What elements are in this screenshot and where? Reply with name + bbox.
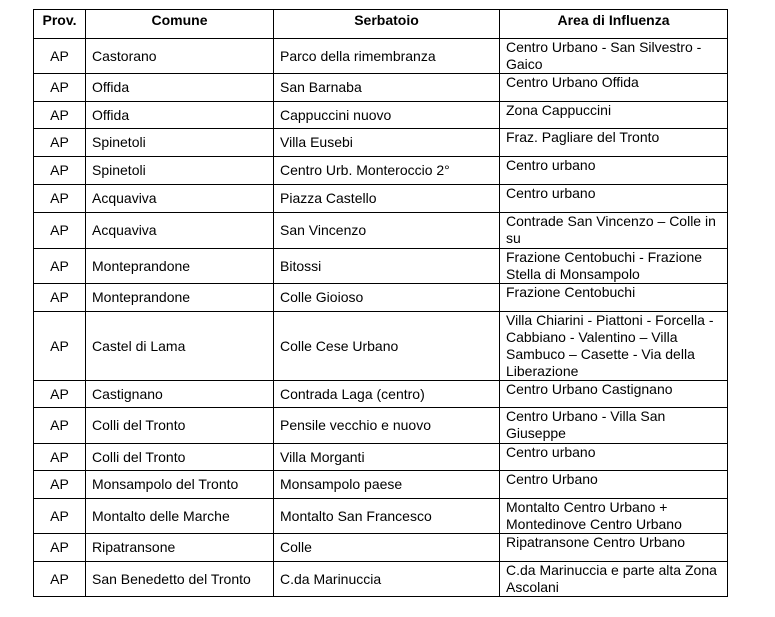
cell-serbatoio: Colle Cese Urbano <box>274 312 500 381</box>
cell-comune: Monsampolo del Tronto <box>86 471 274 499</box>
header-comune: Comune <box>86 10 274 39</box>
cell-serbatoio: Centro Urb. Monteroccio 2° <box>274 157 500 185</box>
cell-comune: Ripatransone <box>86 534 274 562</box>
cell-area: Zona Cappuccini <box>500 102 728 129</box>
cell-area: Centro Urbano Offida <box>500 74 728 102</box>
cell-prov: AP <box>34 129 86 157</box>
cell-serbatoio: C.da Marinuccia <box>274 562 500 597</box>
header-area: Area di Influenza <box>500 10 728 39</box>
table-row <box>34 157 728 185</box>
cell-serbatoio: Montalto San Francesco <box>274 499 500 534</box>
cell-comune: Colli del Tronto <box>86 408 274 444</box>
cell-area: Centro Urbano - Villa San Giuseppe <box>500 408 728 444</box>
cell-area: Centro Urbano <box>500 471 728 499</box>
cell-comune: San Benedetto del Tronto <box>86 562 274 597</box>
cell-serbatoio: Colle <box>274 534 500 562</box>
cell-area: C.da Marinuccia e parte alta Zona Ascolani <box>500 562 728 597</box>
cell-area: Frazione Centobuchi <box>500 284 728 312</box>
cell-serbatoio: Pensile vecchio e nuovo <box>274 408 500 444</box>
cell-prov: AP <box>34 562 86 597</box>
table-row <box>34 213 728 249</box>
cell-prov: AP <box>34 39 86 74</box>
cell-prov: AP <box>34 499 86 534</box>
cell-prov: AP <box>34 185 86 213</box>
table-row <box>34 381 728 408</box>
cell-prov: AP <box>34 312 86 381</box>
cell-prov: AP <box>34 249 86 284</box>
cell-serbatoio: Cappuccini nuovo <box>274 102 500 129</box>
cell-serbatoio: San Vincenzo <box>274 213 500 249</box>
cell-comune: Castignano <box>86 381 274 408</box>
cell-area: Centro Urbano Castignano <box>500 381 728 408</box>
cell-prov: AP <box>34 213 86 249</box>
table-row <box>34 444 728 471</box>
cell-serbatoio: Piazza Castello <box>274 185 500 213</box>
cell-area: Villa Chiarini - Piattoni - Forcella - Cabbiano - Valentino – Villa Sambuco – Casette - Via della Liberazione <box>500 312 728 381</box>
cell-comune: Castel di Lama <box>86 312 274 381</box>
table-row <box>34 129 728 157</box>
header-prov: Prov. <box>34 10 86 39</box>
table-body <box>34 39 728 597</box>
cell-prov: AP <box>34 534 86 562</box>
table-row <box>34 284 728 312</box>
cell-area: Centro urbano <box>500 444 728 471</box>
table-row <box>34 534 728 562</box>
table-row <box>34 39 728 74</box>
cell-serbatoio: Colle Gioioso <box>274 284 500 312</box>
cell-serbatoio: Bitossi <box>274 249 500 284</box>
cell-prov: AP <box>34 444 86 471</box>
cell-comune: Castorano <box>86 39 274 74</box>
cell-comune: Monteprandone <box>86 249 274 284</box>
reservoir-table <box>33 9 728 597</box>
cell-prov: AP <box>34 102 86 129</box>
table-row <box>34 312 728 381</box>
cell-comune: Acquaviva <box>86 213 274 249</box>
cell-prov: AP <box>34 74 86 102</box>
table-row <box>34 74 728 102</box>
table-row <box>34 185 728 213</box>
cell-comune: Spinetoli <box>86 129 274 157</box>
table-row <box>34 499 728 534</box>
cell-serbatoio: San Barnaba <box>274 74 500 102</box>
header-serbatoio: Serbatoio <box>274 10 500 39</box>
cell-area: Centro urbano <box>500 185 728 213</box>
table-row <box>34 408 728 444</box>
cell-comune: Acquaviva <box>86 185 274 213</box>
cell-comune: Offida <box>86 74 274 102</box>
cell-prov: AP <box>34 284 86 312</box>
cell-comune: Montalto delle Marche <box>86 499 274 534</box>
cell-serbatoio: Villa Morganti <box>274 444 500 471</box>
header-row <box>34 10 728 39</box>
cell-prov: AP <box>34 471 86 499</box>
cell-area: Ripatransone Centro Urbano <box>500 534 728 562</box>
cell-prov: AP <box>34 157 86 185</box>
cell-serbatoio: Monsampolo paese <box>274 471 500 499</box>
table-row <box>34 249 728 284</box>
cell-comune: Monteprandone <box>86 284 274 312</box>
cell-comune: Offida <box>86 102 274 129</box>
cell-area: Centro Urbano - San Silvestro - Gaico <box>500 39 728 74</box>
cell-area: Fraz. Pagliare del Tronto <box>500 129 728 157</box>
cell-area: Centro urbano <box>500 157 728 185</box>
table-row <box>34 471 728 499</box>
cell-area: Contrade San Vincenzo – Colle in su <box>500 213 728 249</box>
cell-area: Frazione Centobuchi - Frazione Stella di Monsampolo <box>500 249 728 284</box>
cell-area: Montalto Centro Urbano + Montedinove Centro Urbano <box>500 499 728 534</box>
table-row <box>34 102 728 129</box>
cell-serbatoio: Contrada Laga (centro) <box>274 381 500 408</box>
cell-comune: Spinetoli <box>86 157 274 185</box>
cell-serbatoio: Parco della rimembranza <box>274 39 500 74</box>
cell-serbatoio: Villa Eusebi <box>274 129 500 157</box>
cell-prov: AP <box>34 408 86 444</box>
cell-prov: AP <box>34 381 86 408</box>
cell-comune: Colli del Tronto <box>86 444 274 471</box>
table-row <box>34 562 728 597</box>
